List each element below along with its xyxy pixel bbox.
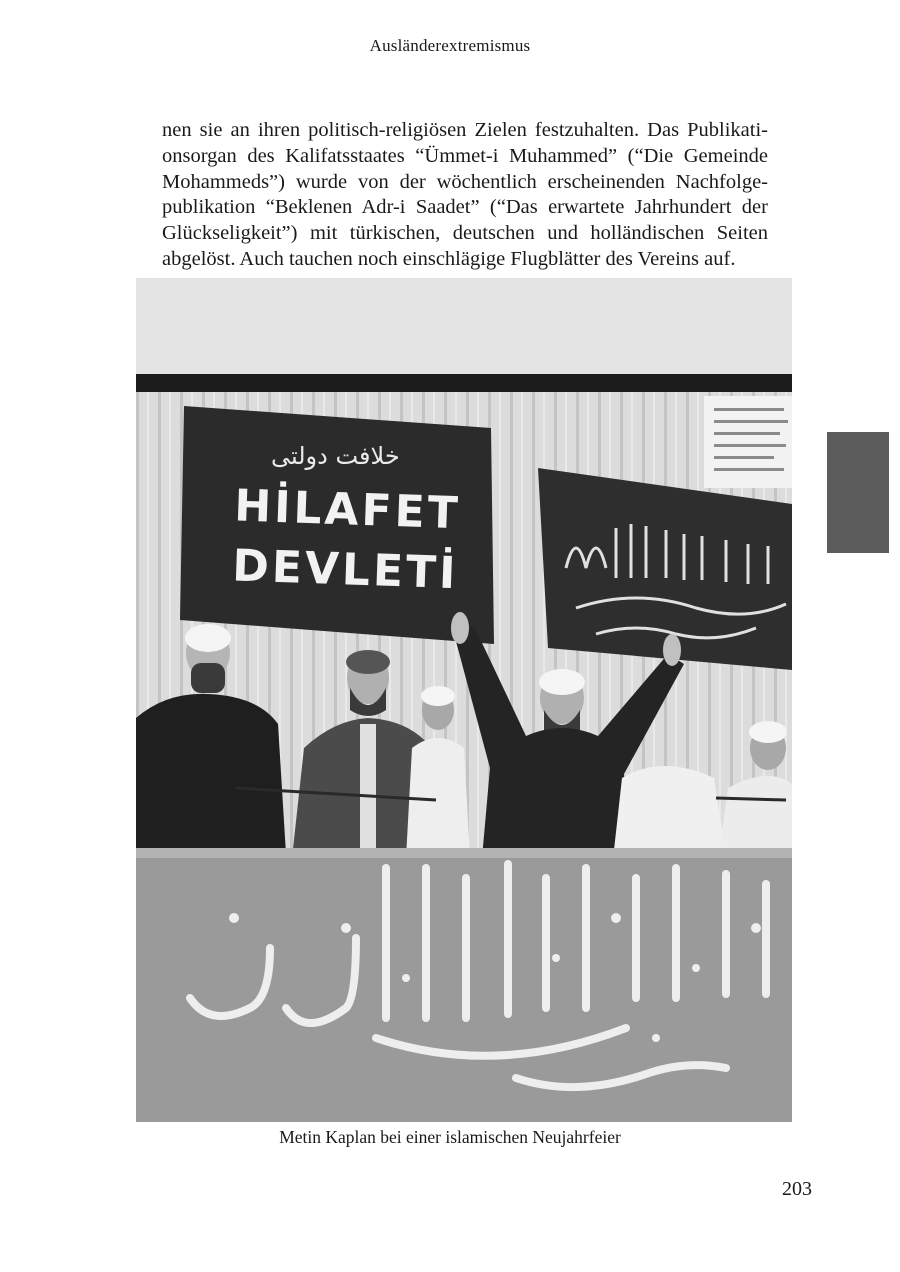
body-line: onsorgan des Kalifatsstaates “Ümmet-i Muhammed” (“Die Gemeinde (162, 144, 768, 167)
banner-text-line2: DEVLETİ (231, 540, 460, 600)
banner-text-line1: HİLAFET (233, 480, 462, 540)
photo-illustration (136, 278, 792, 1122)
banner-arabic-script: خلافت دولتی (271, 442, 400, 470)
body-line: Mohammeds”) wurde von der wöchentlich erscheinenden Nachfolge- (162, 170, 768, 193)
body-line: nen sie an ihren politisch-religiösen Zielen festzuhalten. Das Publikati- (162, 119, 768, 141)
body-paragraph (162, 118, 768, 273)
page-number: 203 (782, 1178, 812, 1200)
figure-caption: Metin Kaplan bei einer islamischen Neujahrfeier (279, 1127, 621, 1147)
ceiling-beam (136, 374, 792, 392)
body-line: publikation “Beklenen Adr-i Saadet” (“Das erwartete Jahrhundert der (162, 196, 768, 219)
body-line: Glückseligkeit”) mit türkischen, deutschen und holländischen Seiten (162, 222, 768, 245)
chapter-thumb-tab (827, 432, 889, 553)
body-line: abgelöst. Auch tauchen noch einschlägige Flugblätter des Vereins auf. (162, 247, 736, 270)
photograph (136, 278, 792, 1122)
running-header: Ausländerextremismus (369, 36, 531, 55)
ceiling-area (136, 278, 792, 378)
